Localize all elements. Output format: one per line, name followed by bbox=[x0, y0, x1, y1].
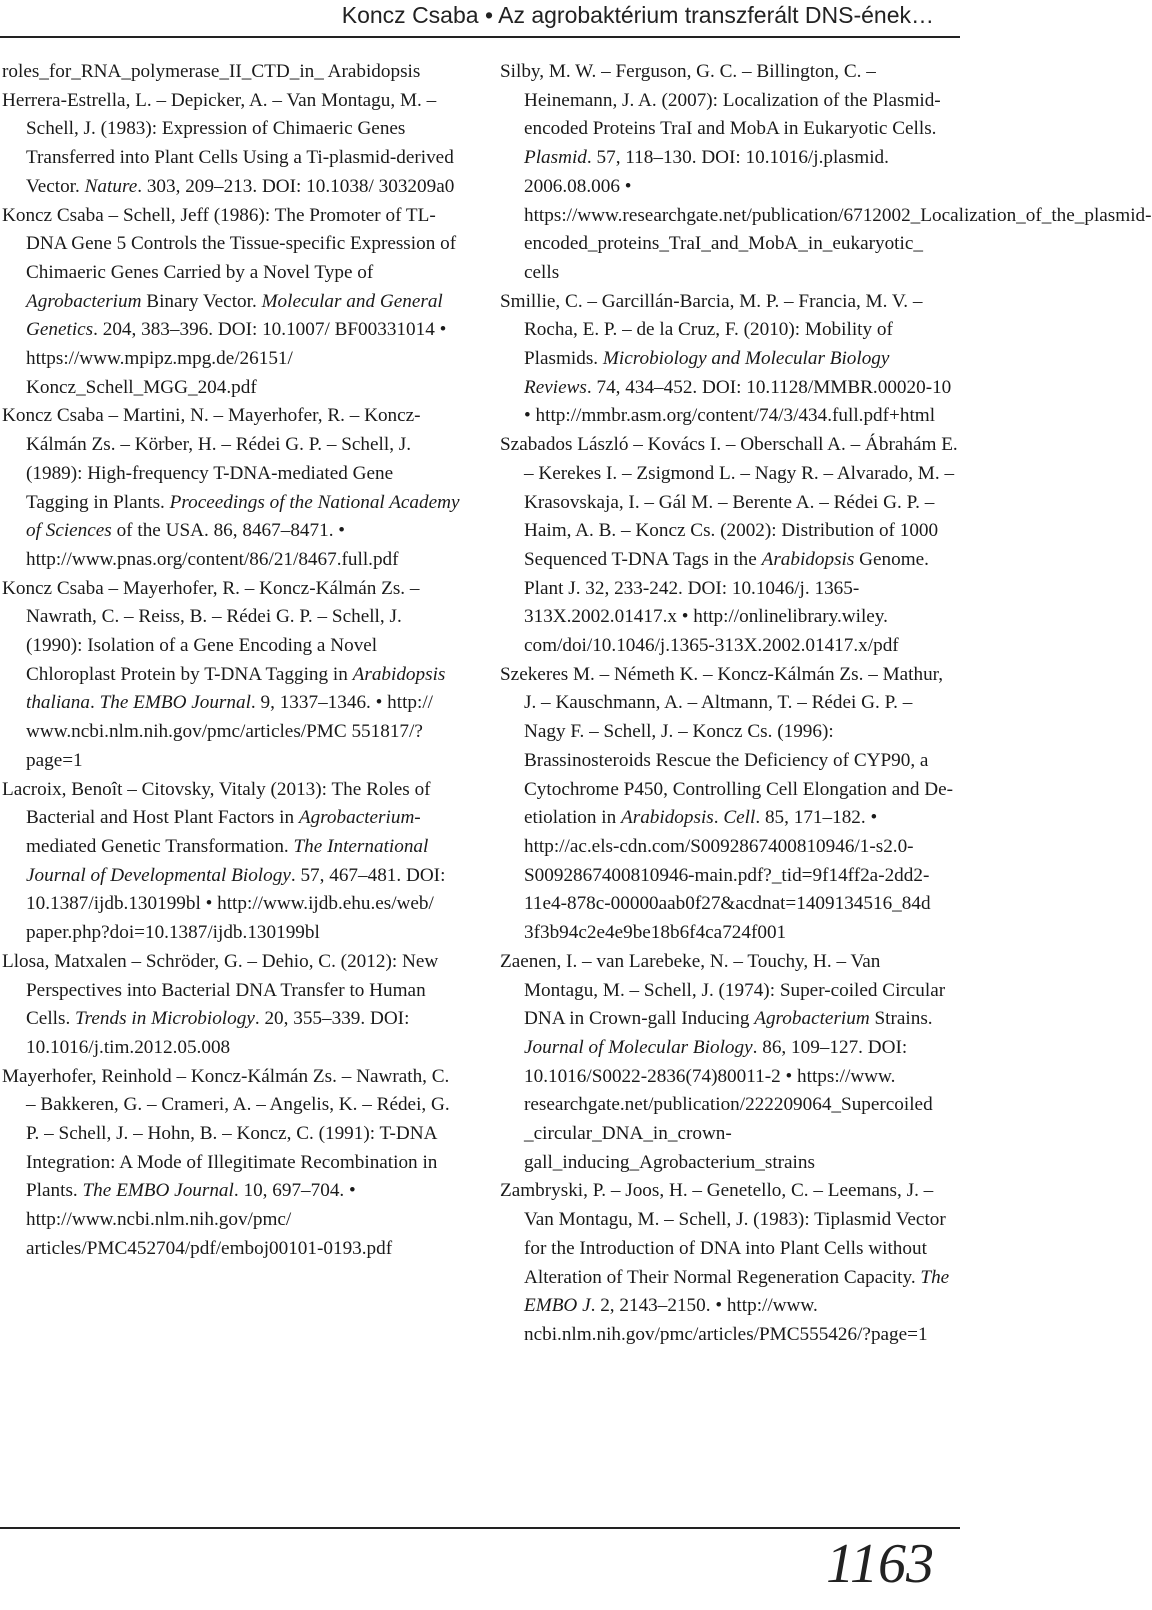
reference-entry bbox=[2, 402, 460, 574]
reference-italic-text: Molecular and General Genetics bbox=[26, 290, 443, 341]
page-number: 1163 bbox=[826, 1533, 934, 1595]
reference-text: . 74, 434–452. DOI: 10.1128/MMBR.00020-10 • http://mmbr.asm.org/content/74/3/434.full.pdf+html bbox=[524, 376, 952, 427]
reference-text: Koncz Csaba – Martini, N. – Mayerhofer, R. – Koncz-Kálmán Zs. – Körber, H. – Rédei G. P. – Schell, J. (1989): High-frequency T-DNA-mediated Gene Tagging in Plants. bbox=[2, 405, 421, 513]
reference-text: Herrera-Estrella, L. – Depicker, A. – Van Montagu, M. – Schell, J. (1983): Expression of Chimaeric Genes Transferred into Plant Cells Using a Ti-plasmid-derived Vector. bbox=[2, 89, 454, 197]
reference-italic-text: Cell bbox=[723, 807, 756, 829]
reference-italic-text: Trends in Microbiology bbox=[75, 1008, 255, 1030]
running-header-title: Koncz Csaba • Az agrobaktérium transzferált DNS-ének… bbox=[341, 2, 934, 28]
reference-text: . bbox=[713, 807, 724, 829]
reference-text: Zaenen, I. – van Larebeke, N. – Touchy, H. – Van Montagu, M. – Schell, J. (1974): Super-coiled Circular DNA in Crown-gall Inducing bbox=[500, 950, 946, 1030]
reference-entry bbox=[2, 776, 460, 948]
footer-rule bbox=[0, 1527, 960, 1529]
reference-italic-text: Arabidopsis bbox=[761, 548, 855, 570]
reference-entry bbox=[500, 661, 958, 948]
reference-entry bbox=[2, 202, 460, 403]
reference-italic-text: The EMBO Journal bbox=[99, 692, 251, 714]
reference-entry bbox=[500, 431, 958, 661]
reference-text: Zambryski, P. – Joos, H. – Genetello, C. – Leemans, J. – Van Montagu, M. – Schell, J. (1983): Tiplasmid Vector for the Introduction of DNA into Plant Cells without Alteration of Their Normal Regeneration Capacity. bbox=[500, 1180, 946, 1288]
reference-text: . bbox=[89, 692, 100, 714]
reference-text: Koncz Csaba – Mayerhofer, R. – Koncz-Kálmán Zs. – Nawrath, C. – Reiss, B. – Rédei G. P. – Schell, J. (1990): Isolation of a Gene Encoding a Novel Chloroplast Protein by T-DNA Tagging in bbox=[2, 577, 420, 685]
reference-entry bbox=[500, 1177, 958, 1349]
reference-text: Lacroix, Benoît – Citovsky, Vitaly (2013): The Roles of Bacterial and Host Plant Factors in bbox=[2, 778, 431, 829]
reference-italic-text: Arabidopsis thaliana bbox=[26, 663, 446, 714]
reference-text: . 85, 171–182. • http://ac.els-cdn.com/S0092867400810946/1-s2.0-S0092867400810946-main.pdf?_tid=9f14ff2a-2dd2-11e4-878c-00000aab0f27&acdnat=1409134516_84d 3f3b94c2e4e9be18b6f4ca724f001 bbox=[524, 807, 931, 944]
reference-text: roles_for_RNA_polymerase_II_CTD_in_ Arabidopsis bbox=[2, 61, 421, 82]
reference-text: Binary Vector. bbox=[141, 290, 262, 312]
reference-italic-text: Arabidopsis bbox=[621, 807, 714, 829]
reference-italic-text: Agrobacterium bbox=[754, 1008, 870, 1030]
reference-italic-text: The International Journal of Developmental Biology bbox=[26, 835, 429, 886]
reference-entry bbox=[2, 58, 460, 87]
reference-entry bbox=[2, 87, 460, 202]
reference-entry bbox=[2, 948, 460, 1063]
header-rule bbox=[0, 36, 960, 38]
reference-entry bbox=[500, 288, 958, 432]
reference-italic-text: The EMBO Journal bbox=[82, 1180, 234, 1202]
reference-text: . 20, 355–339. DOI: 10.1016/j.tim.2012.05.008 bbox=[26, 1008, 410, 1058]
reference-text: . 10, 697–704. • http://www.ncbi.nlm.nih.gov/pmc/ articles/PMC452704/pdf/emboj00101-0193.pdf bbox=[26, 1180, 393, 1259]
reference-text: . 204, 383–396. DOI: 10.1007/ BF00331014 • https://www.mpipz.mpg.de/26151/ Koncz_Schell_MGG_204.pdf bbox=[26, 319, 447, 398]
reference-italic-text: Journal of Molecular Biology bbox=[524, 1036, 753, 1058]
reference-text: . 303, 209–213. DOI: 10.1038/ 303209a0 bbox=[137, 175, 455, 197]
reference-text: . 57, 118–130. DOI: 10.1016/j.plasmid. 2006.08.006 • https://www.researchgate.net/publication/6712002_Localization_of_the_plasmid-encoded_proteins_TraI_and_MobA_in_eukaryotic_ cells bbox=[524, 147, 1152, 283]
reference-entry bbox=[500, 948, 958, 1178]
reference-entry bbox=[500, 58, 1152, 288]
reference-italic-text: Nature bbox=[84, 175, 138, 197]
reference-text: of the USA. 86, 8467–8471. • http://www.pnas.org/content/86/21/8467.full.pdf bbox=[26, 520, 399, 570]
reference-text: Koncz Csaba – Schell, Jeff (1986): The Promoter of TL-DNA Gene 5 Controls the Tissue-specific Expression of Chimaeric Genes Carried by a Novel Type of bbox=[2, 204, 457, 283]
reference-entry bbox=[2, 1063, 460, 1264]
reference-italic-text: Agrobacterium- bbox=[298, 807, 421, 829]
reference-italic-text: Proceedings of the National Academy of Sciences bbox=[26, 491, 460, 542]
reference-text: Szekeres M. – Németh K. – Koncz-Kálmán Zs. – Mathur, J. – Kauschmann, A. – Altmann, T. – Rédei G. P. – Nagy F. – Schell, J. – Koncz Cs. (1996): Brassinosteroids Rescue the Deficiency of CYP90, a Cytochrome P450, Controlling Cell Elongation and De-etiolation in bbox=[500, 663, 954, 829]
reference-text: Strains. bbox=[869, 1008, 933, 1030]
reference-text: . 2, 2143–2150. • http://www. ncbi.nlm.nih.gov/pmc/articles/PMC555426/?page=1 bbox=[524, 1295, 928, 1345]
reference-text: Silby, M. W. – Ferguson, G. C. – Billington, C. – Heinemann, J. A. (2007): Localization of the Plasmid-encoded Proteins TraI and MobA in Eukaryotic Cells. bbox=[500, 61, 941, 140]
reference-text: . 57, 467–481. DOI: 10.1387/ijdb.130199bl • http://www.ijdb.ehu.es/web/ paper.php?doi=10.1387/ijdb.130199bl bbox=[26, 864, 446, 944]
reference-text: mediated Genetic Transformation. bbox=[26, 835, 294, 857]
reference-text: Genome. Plant J. 32, 233-242. DOI: 10.1046/j. 1365-313X.2002.01417.x • http://onlinelibrary.wiley. com/doi/10.1046/j.1365-313X.2002.01417.x/pdf bbox=[524, 548, 929, 657]
reference-text: Szabados László – Kovács I. – Oberschall A. – Ábrahám E. – Kerekes I. – Zsigmond L. – Nagy R. – Alvarado, M. – Krasovskaja, I. – Gál M. – Berente A. – Rédei G. P. – Haim, A. B. – Koncz Cs. (2002): Distribution of 1000 Sequenced T-DNA Tags in the bbox=[500, 434, 958, 570]
running-header bbox=[0, 0, 960, 34]
reference-text: Smillie, C. – Garcillán-Barcia, M. P. – Francia, M. V. – Rocha, E. P. – de la Cruz, F. (2010): Mobility of Plasmids. bbox=[500, 290, 923, 370]
reference-italic-text: Plasmid bbox=[524, 147, 587, 169]
reference-text: Llosa, Matxalen – Schröder, G. – Dehio, C. (2012): New Perspectives into Bacterial DNA Transfer to Human Cells. bbox=[2, 950, 439, 1030]
reference-italic-text: The EMBO J bbox=[524, 1266, 950, 1317]
right-column bbox=[500, 58, 1152, 1350]
reference-text: . 9, 1337–1346. • http:// www.ncbi.nlm.nih.gov/pmc/articles/PMC 551817/?page=1 bbox=[26, 692, 433, 771]
reference-italic-text: Agrobacterium bbox=[26, 290, 142, 312]
left-column bbox=[2, 58, 460, 1264]
reference-italic-text: Microbiology and Molecular Biology Reviews bbox=[524, 348, 890, 398]
reference-text: Mayerhofer, Reinhold – Koncz-Kálmán Zs. – Nawrath, C. – Bakkeren, G. – Crameri, A. – Angelis, K. – Rédei, G. P. – Schell, J. – Hohn, B. – Koncz, C. (1991): T-DNA Integration: A Mode of Illegitimate Recombination in Plants. bbox=[2, 1065, 450, 1202]
reference-entry bbox=[2, 575, 460, 776]
reference-text: . 86, 109–127. DOI: 10.1016/S0022-2836(74)80011-2 • https://www. researchgate.net/publication/222209064_Supercoiled _circular_DNA_in_crown-gall_inducing_Agrobacterium_strains bbox=[524, 1036, 933, 1173]
